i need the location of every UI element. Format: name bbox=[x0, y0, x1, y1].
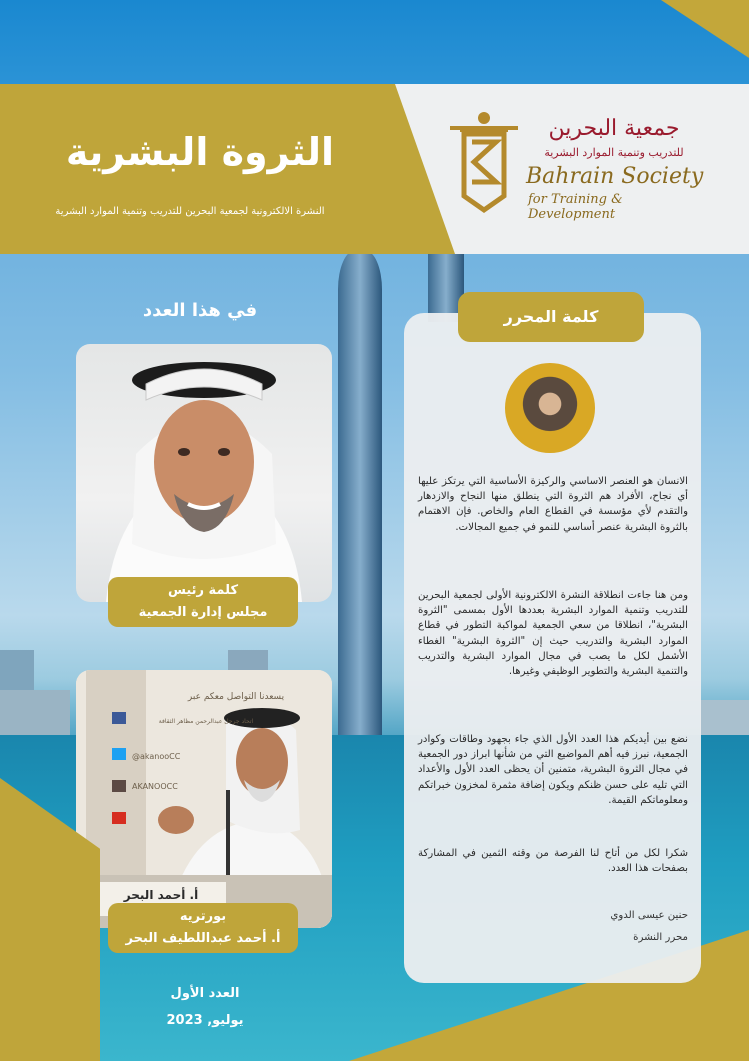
in-this-issue-heading: في هذا العدد bbox=[142, 300, 258, 321]
editor-paragraph-2: ومن هنا جاءت انطلاقة النشرة الالكترونية الأولى لجمعية البحرين للتدريب وتنمية الموارد البشرية بعددها الأول بمسمى "الثروة البشرية"، انطلاقا من سعي الجمعية لمواكبة التطور في قطاع الموارد البشرية والتدريب حيث إن "الثروة البشرية" الغطاء الأشمل لكل ما يصب في مجال الموارد البشرية والتدريب والتنمية البشرية والتطوير الوظيفي وغيرها. bbox=[418, 590, 688, 678]
editor-avatar bbox=[505, 363, 595, 453]
top-blue-band bbox=[0, 0, 749, 84]
sign-banner-text: يسعدنا التواصل معكم عبر bbox=[187, 692, 285, 702]
editor-paragraph-3: نضع بين أيديكم هذا العدد الأول الذي جاء بجهود وطاقات وكوادر الجمعية، نبرز فيه أهم المواضيع التي من شأنها ابراز دور الجمعية في مجال الثروة البشرية، متمنين أن يحظى العدد الأول والأعداد التي تليه على حسن ظنكم ويكون إضافة مثمرة لمخزون خبراتكم ومعلوماتكم القيمة. bbox=[418, 734, 688, 806]
skyline-building bbox=[0, 690, 70, 735]
logo-arabic-name: جمعية البحرين bbox=[548, 116, 680, 141]
logo-english-name: Bahrain Society bbox=[526, 164, 704, 189]
world-trade-center-tower bbox=[338, 250, 382, 740]
sign-handle-2: AKANOOCC bbox=[132, 782, 178, 791]
skyline-building bbox=[700, 700, 749, 735]
editor-signature-name: حنين عيسى الدوي bbox=[610, 910, 688, 921]
caption-portrait-line1: بورتريه bbox=[179, 909, 227, 924]
caption-chairman-line2: مجلس إدارة الجمعية bbox=[138, 605, 268, 620]
society-emblem-icon bbox=[446, 108, 522, 214]
portrait-ahmed-albahar bbox=[76, 670, 332, 928]
editor-heading: كلمة المحرر bbox=[458, 292, 644, 342]
caption-chairman-line1: كلمة رئيس bbox=[167, 583, 239, 598]
sign-handle: @akanooCC bbox=[132, 752, 181, 761]
logo-english-tagline: for Training & Development bbox=[528, 192, 623, 222]
editor-paragraph-1: الانسان هو العنصر الاساسي والركيزة الأساسية التي يرتكز عليها أي نجاح، الأفراد هم الثروة التي ينطلق منها النجاح والازدهار والتقدم لأي مؤسسة في القطاع العام والخاص. فإن الاهتمام بالثروة البشرية عنصر أساسي للنمو في جميع المجالات. bbox=[418, 476, 688, 533]
logo-arabic-tagline: للتدريب وتنمية الموارد البشرية bbox=[544, 146, 684, 159]
issue-number: العدد الأول bbox=[170, 986, 240, 1001]
nameplate: أ. أحمد البحر bbox=[123, 888, 199, 902]
page-title: الثروة البشرية bbox=[65, 130, 335, 174]
issue-date: يوليو, 2023 bbox=[166, 1013, 244, 1028]
page-subtitle: النشرة الالكترونية لجمعية البحرين للتدريب وتنمية الموارد البشرية bbox=[55, 206, 325, 217]
editor-paragraph-4: شكرا لكل من أتاح لنا الفرصة من وقته الثمين في المشاركة بصفحات هذا العدد. bbox=[418, 848, 688, 875]
caption-chairman bbox=[108, 577, 298, 627]
caption-portrait bbox=[108, 903, 298, 953]
corner-gold-accent bbox=[661, 0, 749, 58]
caption-portrait-line2: أ. أحمد عبداللطيف البحر bbox=[125, 931, 281, 946]
portrait-chairman bbox=[76, 344, 332, 602]
editor-signature-role: محرر النشرة bbox=[633, 932, 688, 943]
sign-banner-subtext: اتحاد جرجل عبدالرحمن مظاهر الثقافة bbox=[158, 718, 254, 725]
